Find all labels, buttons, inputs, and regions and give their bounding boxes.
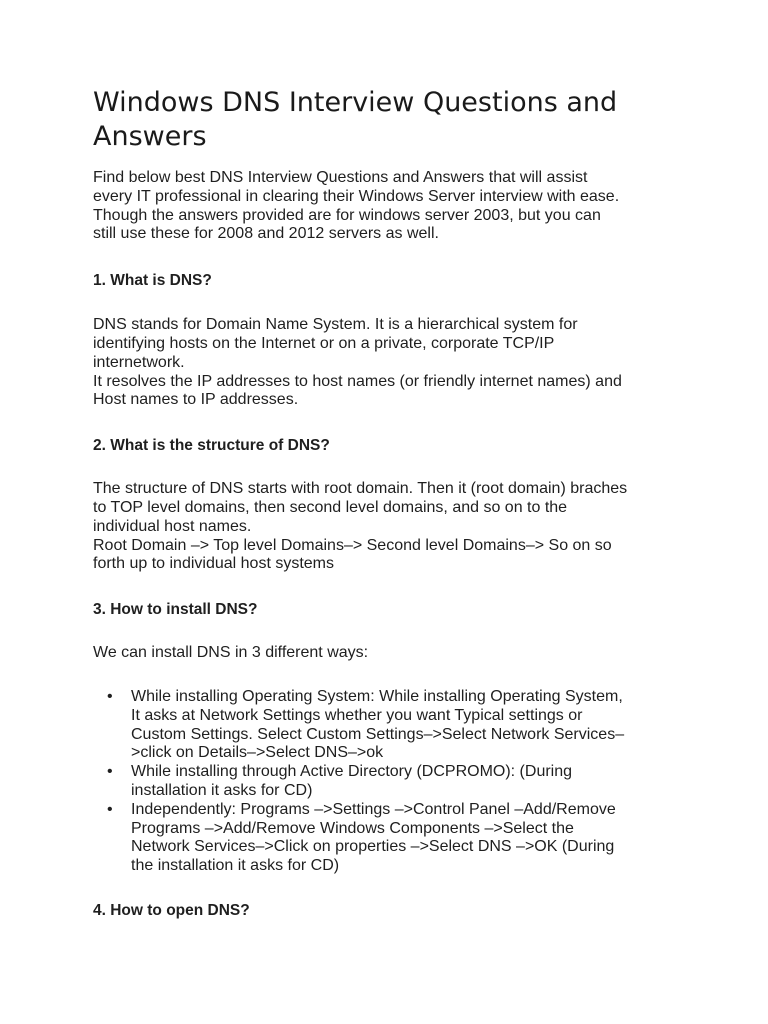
answer-line: Root Domain –> Top level Domains–> Second level Domains–> So on so [93,536,612,554]
list-item-line: Programs –>Add/Remove Windows Components –>Select the [131,819,574,837]
answer-line: The structure of DNS starts with root domain. Then it (root domain) braches [93,480,628,498]
intro-line: still use these for 2008 and 2012 servers as well. [93,225,439,243]
list-item-line: Independently: Programs –>Settings –>Control Panel –Add/Remove [131,800,616,818]
page-title [93,86,683,154]
answer-line: forth up to individual host systems [93,555,335,573]
page-title-line-2: Answers [93,121,207,152]
install-methods-list [93,688,683,876]
answer-line: individual host names. [93,517,252,535]
answer-3-intro: We can install DNS in 3 different ways: [93,644,369,662]
answer-line: It resolves the IP addresses to host names (or friendly internet names) and [93,372,622,390]
list-item-line: the installation it asks for CD) [131,857,340,875]
list-item [93,801,683,876]
intro-line: Find below best DNS Interview Questions and Answers that will assist [93,169,588,186]
answer-line: to TOP level domains, then second level domains, and so on to the [93,498,568,516]
list-item-line: installation it asks for CD) [131,781,313,799]
list-item [93,763,683,801]
list-item-line: While installing Operating System: While installing Operating System, [131,687,623,705]
list-item-line: Custom Settings. Select Custom Settings–>Select Network Services– [131,725,625,743]
answer-2-paragraph [93,480,683,574]
list-item-line: It asks at Network Settings whether you want Typical settings or [131,706,583,724]
bullet-icon: • [107,687,113,705]
list-item-line: Network Services–>Click on properties –>Select DNS –>OK (During [131,838,615,856]
document-page [93,86,683,920]
list-item [93,688,683,763]
question-4-heading: 4. How to open DNS? [93,901,250,919]
answer-line: DNS stands for Domain Name System. It is a hierarchical system for [93,316,578,334]
list-item-line: While installing through Active Directory (DCPROMO): (During [131,763,573,781]
answer-line: Host names to IP addresses. [93,391,299,409]
intro-paragraph [93,169,683,244]
answer-line: internetwork. [93,353,185,371]
bullet-icon: • [107,800,113,818]
question-1-heading: 1. What is DNS? [93,272,212,290]
bullet-icon: • [107,763,113,781]
list-item-line: >click on Details–>Select DNS–>ok [131,744,384,762]
answer-line: identifying hosts on the Internet or on a private, corporate TCP/IP [93,334,555,352]
intro-line: every IT professional in clearing their Windows Server interview with ease. [93,187,620,205]
page-title-line-1: Windows DNS Interview Questions and [93,87,618,118]
answer-1-paragraph [93,316,683,410]
question-2-heading: 2. What is the structure of DNS? [93,437,330,455]
intro-line: Though the answers provided are for windows server 2003, but you can [93,206,601,224]
question-3-heading: 3. How to install DNS? [93,601,258,619]
